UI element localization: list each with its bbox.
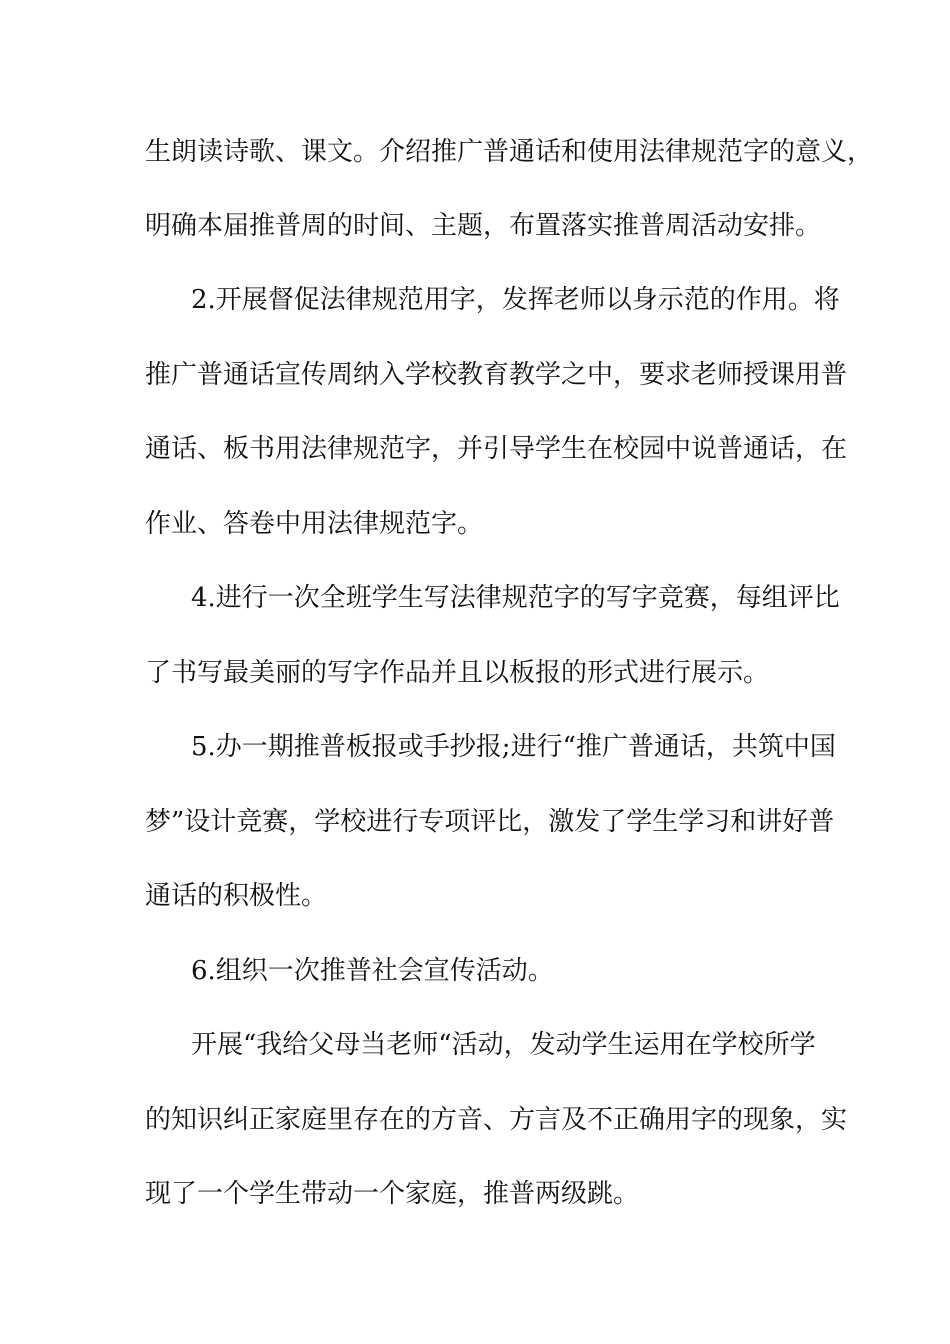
text-line: 生朗读诗歌、课文。介绍推广普通话和使用法律规范字的意义， xyxy=(145,137,874,167)
text-line: 的知识纠正家庭里存在的方音、方言及不正确用字的现象，实 xyxy=(145,1105,848,1135)
paragraph-start-line: 4.进行一次全班学生写法律规范字的写字竞赛，每组评比 xyxy=(191,583,840,613)
text-line: 通话的积极性。 xyxy=(145,881,328,911)
paragraph-start-line: 2.开展督促法律规范用字，发挥老师以身示范的作用。将 xyxy=(191,285,840,315)
text-line: 明确本届推普周的时间、主题，布置落实推普周活动安排。 xyxy=(145,211,822,241)
paragraph-start-line: 5.办一期推普板报或手抄报;进行“推广普通话，共筑中国 xyxy=(191,732,836,762)
text-line: 通话、板书用法律规范字，并引导学生在校园中说普通话，在 xyxy=(145,434,848,464)
paragraph-start-line: 开展“我给父母当老师“活动，发动学生运用在学校所学 xyxy=(191,1030,816,1060)
paragraph-start-line: 6.组织一次推普社会宣传活动。 xyxy=(191,956,554,986)
text-line: 现了一个学生带动一个家庭，推普两级跳。 xyxy=(145,1179,640,1209)
text-line: 推广普通话宣传周纳入学校教育教学之中，要求老师授课用普 xyxy=(145,360,848,390)
text-line: 作业、答卷中用法律规范字。 xyxy=(145,509,484,539)
text-line: 梦”设计竞赛，学校进行专项评比，激发了学生学习和讲好普 xyxy=(145,807,835,837)
text-line: 了书写最美丽的写字作品并且以板报的形式进行展示。 xyxy=(145,658,770,688)
